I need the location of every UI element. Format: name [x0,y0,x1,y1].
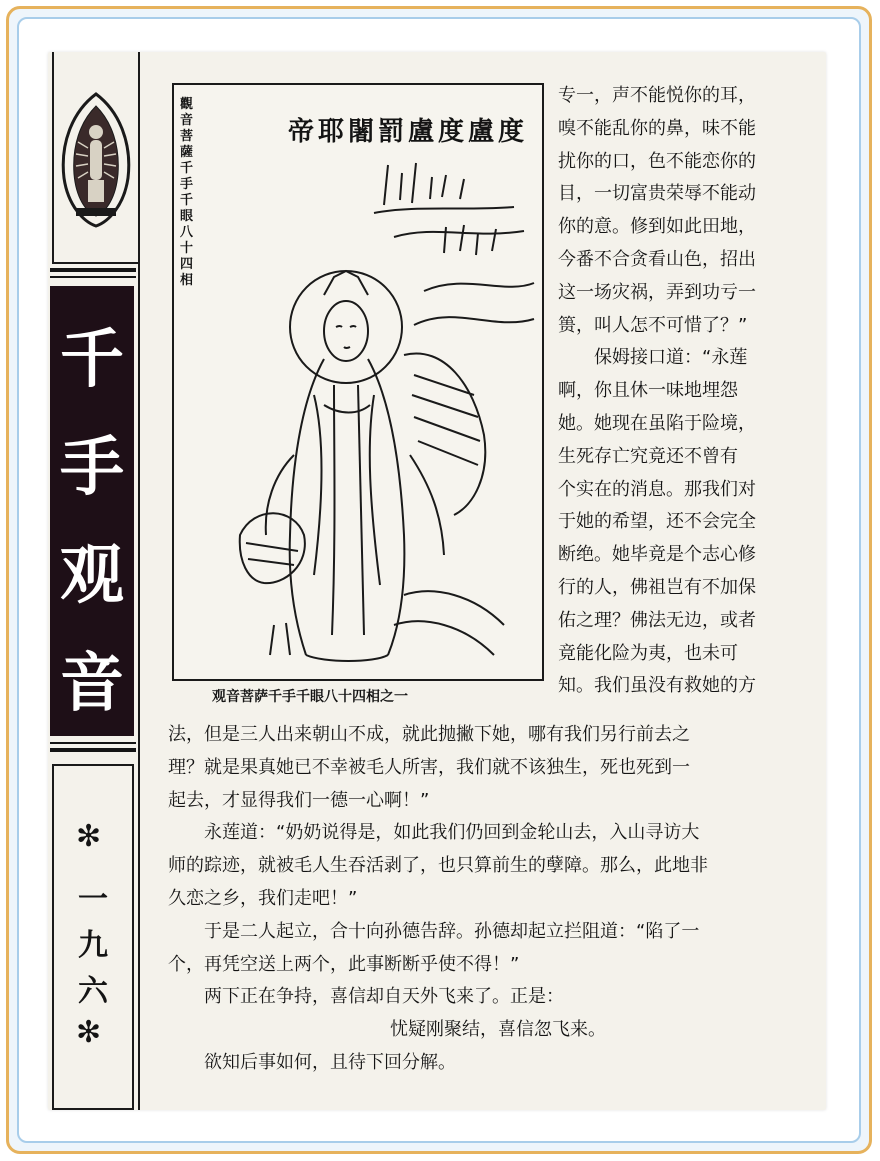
book-title-block [50,286,134,736]
text-line: 生死存亡究竟还不曾有 [558,445,738,467]
text-line: 师的踪迹，就被毛人生吞活剥了，也只算前生的孽障。那么，此地非 [168,855,708,877]
text-line: 你的意。修到如此田地， [558,216,756,238]
guanyin-emblem-box [52,52,140,264]
page-number-char-2: 九 [78,928,108,963]
guanyin-emblem-icon [54,82,138,232]
text-line: 篑，叫人怎不可惜了？” [558,314,748,336]
text-line: 知。我们虽没有救她的方 [558,675,756,697]
text-line: 行的人，佛祖岂有不加保 [558,576,756,598]
text-line: 目，一切富贵荣辱不能动 [558,183,756,205]
text-line: 理？就是果真她已不幸被毛人所害，我们就不该独生，死也死到一 [168,756,690,778]
page-number-char-3: 六 [78,974,108,1009]
text-line: 于她的希望，还不会完全 [558,511,756,533]
book-title-char-3: 观 [60,538,124,613]
illustration-caption: 观音菩萨千手千眼八十四相之一 [212,689,408,705]
text-line: 个，再凭空送上两个，此事断断乎使不得！” [168,953,520,975]
page-number-char-1: 一 [78,882,108,917]
text-line: 扰你的口，色不能恋你的 [558,150,756,172]
text-line: 嗅不能乱你的鼻，味不能 [558,117,756,139]
spine-rule-bottom-2 [50,748,136,752]
side-text-column [558,80,808,703]
spine-rule-bottom-1 [50,742,136,744]
guanyin-illustration [172,83,544,681]
page-number-box [52,764,134,1110]
text-line: 永莲道：“奶奶说得是，如此我们仍回到金轮山去，入山寻访大 [168,822,700,844]
page-spine [48,52,140,1110]
text-line: 专一，声不能悦你的耳， [558,85,756,106]
spine-rule-top-1 [50,268,136,272]
text-line: 法，但是三人出来朝山不成，就此抛撇下她，哪有我们另行前去之 [168,724,690,745]
flower-ornament-icon: ✻ [76,1015,102,1050]
book-title-char-4: 音 [60,646,124,721]
text-line: 竟能化险为夷，也未可 [558,642,738,664]
text-line: 佑之理？佛法无边，或者 [558,609,756,631]
illustration-vertical-label: 觀音菩薩千手千眼八十四相 [180,97,194,288]
text-line: 欲知后事如何，且待下回分解。 [168,1051,456,1073]
text-line: 两下正在争持，喜信却自天外飞来了。正是： [168,986,564,1008]
guanyin-figure-drawing [174,155,542,675]
body-text [168,719,808,1080]
text-line: 个实在的消息。那我们对 [558,478,756,500]
text-line: 今番不合贪看山色，招出 [558,248,756,270]
text-line: 起去，才显得我们一德一心啊！” [168,789,430,811]
text-line: 久恋之乡，我们走吧！” [168,887,358,909]
text-line: 于是二人起立，合十向孙德告辞。孙德却起立拦阻道：“陷了一 [168,920,700,942]
book-title-char-1: 千 [60,322,124,397]
flower-ornament-icon: ✻ [76,819,102,854]
illustration-seal-text: 度盧度盧罰闍耶帝 [287,117,528,147]
verse-line: 忧疑刚聚结，喜信忽飞来。 [390,1019,606,1041]
text-line: 这一场灾祸，弄到功亏一 [558,281,756,303]
text-line: 她。她现在虽陷于险境， [558,412,756,434]
text-line: 保姆接口道：“永莲 [558,347,748,369]
text-line: 断绝。她毕竟是个志心修 [558,544,756,566]
book-title-char-2: 手 [60,430,124,505]
spine-rule-top-2 [50,276,136,278]
text-line: 啊，你且休一味地埋怨 [558,380,738,402]
